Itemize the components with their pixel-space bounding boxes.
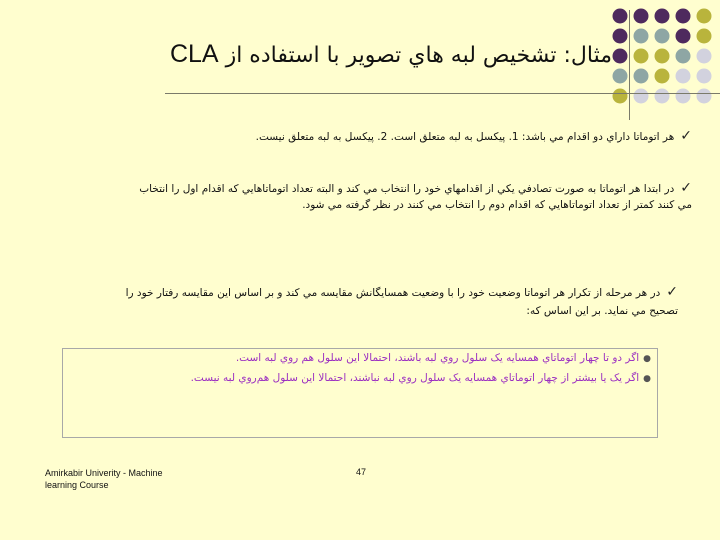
decorative-dot — [655, 49, 670, 64]
footer-line-2: learning Course — [45, 480, 109, 490]
decorative-dot — [676, 89, 691, 104]
decorative-dot — [655, 9, 670, 24]
decorative-dot — [697, 69, 712, 84]
decorative-dot — [613, 69, 628, 84]
bullet-icon: ● — [643, 374, 651, 384]
decorative-dot — [613, 89, 628, 104]
decorative-dot — [655, 69, 670, 84]
checkmark-icon: ✓ — [680, 180, 692, 196]
decorative-dot — [655, 89, 670, 104]
slide-title — [170, 40, 612, 69]
rules-box — [62, 348, 658, 438]
bullet-icon: ● — [643, 354, 651, 364]
decorative-dot — [697, 29, 712, 44]
decorative-dot — [634, 49, 649, 64]
point-3-line-2: تصحيح مي نمايد. بر اين اساس كه: — [526, 305, 678, 317]
point-1-line-1: ✓هر اتوماتا داراي دو اقدام مي باشد: 1. پيكسل به لبه متعلق است. 2. پيكسل به لبه متعلق نيست. — [255, 128, 692, 144]
decorative-dot — [697, 89, 712, 104]
point-2-line-1: ✓در ابتدا هر اتوماتا به صورت تصادفي يكي از اقدامهاي خود را انتخاب مي كند و البته تعداد اتوماتاهايي كه اقدام اول را انتخاب — [139, 180, 692, 196]
decorative-dot — [634, 69, 649, 84]
decorative-dot — [697, 9, 712, 24]
rule-2: ●اگر يک يا بيشتر از چهار اتوماتاي همسايه يک سلول روي لبه نباشند، احتمالا اين سلول هم‌روي لبه نيست. — [190, 372, 651, 384]
decorative-dot — [655, 29, 670, 44]
decorative-dot — [634, 29, 649, 44]
point-2 — [12, 178, 692, 215]
decorative-dot — [613, 29, 628, 44]
footer-line-1: Amirkabir Univerity - Machine — [45, 468, 163, 478]
decorative-dot — [676, 29, 691, 44]
rule-1: ●اگر دو تا چهار اتوماتاي همسايه يک سلول روي لبه باشند، احتمالا اين سلول هم روي لبه است. — [235, 352, 651, 364]
page-number: 47 — [356, 467, 367, 477]
title-acronym: CLA — [169, 40, 219, 68]
decorative-dot — [676, 69, 691, 84]
checkmark-icon: ✓ — [680, 128, 692, 144]
checkmark-icon: ✓ — [666, 284, 678, 300]
point-1 — [32, 126, 692, 147]
decorative-dot — [613, 9, 628, 24]
title-underline — [165, 93, 720, 94]
decorative-dot — [634, 9, 649, 24]
decorative-dot — [697, 49, 712, 64]
decorative-dot — [676, 9, 691, 24]
title-text: مثال: تشخيص لبه هاي تصوير با استفاده از — [225, 43, 612, 68]
point-3 — [8, 282, 678, 321]
point-3-line-1: ✓در هر مرحله از تكرار هر اتوماتا وضعيت خود را با وضعيت همسايگانش مقايسه مي كند و بر اساس اين مقايسه رفتار خود را — [125, 284, 678, 300]
decorative-dot — [676, 49, 691, 64]
vertical-divider — [629, 10, 630, 120]
decorative-dot — [634, 89, 649, 104]
point-2-line-2: مي كنند كمتر از تعداد اتوماتاهايي كه اقدام دوم را انتخاب مي كنند در نظر گرفته مي شود. — [302, 199, 692, 211]
footer-course — [45, 467, 163, 491]
decorative-dot — [613, 49, 628, 64]
